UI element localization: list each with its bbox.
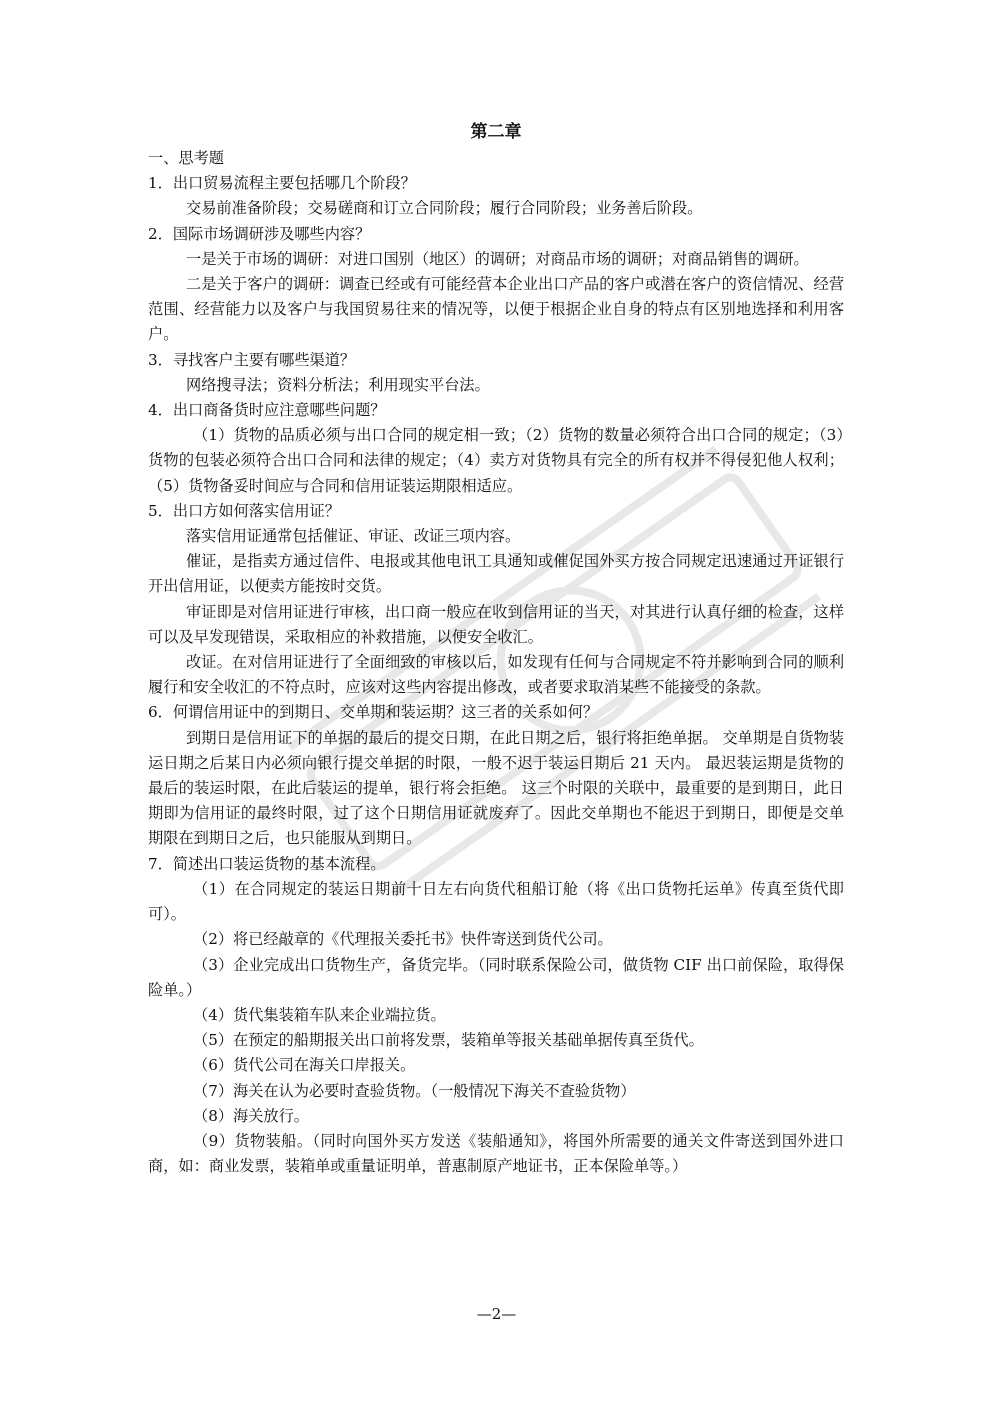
- question-text: 7．简述出口装运货物的基本流程。: [148, 854, 386, 873]
- chapter-title: 第二章: [470, 122, 522, 142]
- answer-paragraph: （7）海关在认为必要时查验货物。（一般情况下海关不查验货物）: [193, 1081, 636, 1100]
- answer-paragraph: 催证，是指卖方通过信件、电报或其他电讯工具通知或催促国外买方按合同规定迅速通过开证银行开出信用证，以便卖方能按时交货。: [148, 552, 844, 596]
- answer-paragraph: （3）企业完成出口货物生产，备货完毕。（同时联系保险公司，做货物 CIF 出口前保险，取得保险单。）: [148, 955, 844, 999]
- section-heading: 一、思考题: [148, 149, 224, 167]
- answer-paragraph: 到期日是信用证下的单据的最后的提交日期，在此日期之后，银行将拒绝单据。 交单期是自货物装运日期之后某日内必须向银行提交单据的时限，一般不迟于装运日期后 21 天内。 最迟装运期是货物的最后的装运时限，在此后装运的提单，银行将会拒绝。 这三个时限的关联中，最重要的是到期日，此日期即为信用证的最终时限，过了这个日期信用证就废弃了。因此交单期也不能迟于到期日，即便是交单期限在到期日之后，也只能服从到期日。: [148, 728, 844, 848]
- question-text: 6．何谓信用证中的到期日、交单期和装运期？这三者的关系如何？: [148, 703, 599, 722]
- answer-paragraph: （1）货物的品质必须与出口合同的规定相一致；（2）货物的数量必须符合出口合同的规定；（3）货物的包装必须符合出口合同和法律的规定；（4）卖方对货物具有完全的所有权并不得侵犯他人权利；（5）货物备妥时间应与合同和信用证装运期限相适应。: [148, 426, 844, 495]
- answer-paragraph: 一是关于市场的调研：对进口国别（地区）的调研；对商品市场的调研；对商品销售的调研。: [186, 249, 809, 268]
- question-text: 2．国际市场调研涉及哪些内容？: [148, 224, 371, 243]
- answer-paragraph: （6）货代公司在海关口岸报关。: [193, 1056, 416, 1075]
- answer-paragraph: 落实信用证通常包括催证、审证、改证三项内容。: [186, 527, 521, 546]
- question-answer-list: [148, 171, 844, 1179]
- answer-paragraph: 交易前准备阶段；交易磋商和订立合同阶段；履行合同阶段；业务善后阶段。: [186, 199, 703, 218]
- document-page: [148, 118, 844, 1179]
- answer-paragraph: （8）海关放行。: [193, 1106, 309, 1125]
- question-text: 5．出口方如何落实信用证？: [148, 501, 340, 520]
- answer-paragraph: （5）在预定的船期报关出口前将发票，装箱单等报关基础单据传真至货代。: [193, 1031, 704, 1050]
- question-text: 1．出口贸易流程主要包括哪几个阶段？: [148, 174, 416, 193]
- question-text: 3．寻找客户主要有哪些渠道？: [148, 350, 356, 369]
- answer-paragraph: （1）在合同规定的装运日期前十日左右向货代租船订舱（将《出口货物托运单》传真至货代即可）。: [148, 879, 844, 924]
- answer-paragraph: （4）货代集装箱车队来企业端拉货。: [193, 1005, 446, 1024]
- answer-paragraph: 审证即是对信用证进行审核，出口商一般应在收到信用证的当天，对其进行认真仔细的检查，这样可以及早发现错误，采取相应的补救措施，以便安全收汇。: [148, 602, 844, 646]
- answer-paragraph: 改证。在对信用证进行了全面细致的审核以后，如发现有任何与合同规定不符并影响到合同的顺利履行和安全收汇的不符点时，应该对这些内容提出修改，或者要求取消某些不能接受的条款。: [148, 653, 844, 697]
- answer-paragraph: （9）货物装船。（同时向国外买方发送《装船通知》，将国外所需要的通关文件寄送到国外进口商，如：商业发票，装箱单或重量证明单，普惠制原产地证书，正本保险单等。）: [148, 1131, 844, 1176]
- answer-paragraph: 网络搜寻法；资料分析法；利用现实平台法。: [186, 375, 490, 394]
- page-number: —2—: [476, 1305, 517, 1323]
- answer-paragraph: （2）将已经敲章的《代理报关委托书》快件寄送到货代公司。: [193, 930, 613, 949]
- question-text: 4．出口商备货时应注意哪些问题？: [148, 401, 386, 420]
- answer-paragraph: 二是关于客户的调研：调查已经或有可能经营本企业出口产品的客户或潜在客户的资信情况、经营范围、经营能力以及客户与我国贸易往来的情况等，以便于根据企业自身的特点有区别地选择和利用客户。: [148, 275, 844, 344]
